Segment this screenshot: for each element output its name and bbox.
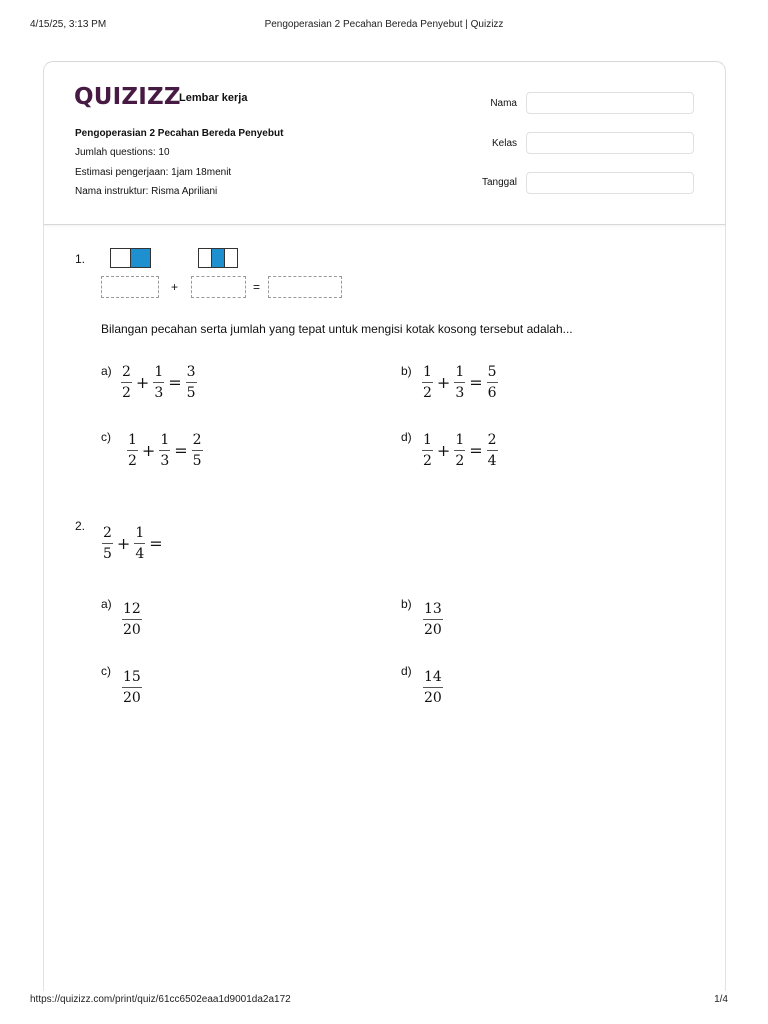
- bar-cell-filled: [131, 249, 150, 267]
- equals-sign: =: [253, 280, 261, 294]
- fraction-bar-halves: [110, 248, 151, 268]
- option-c-expression[interactable]: $\frac{1}{2}$ + $\frac{1}{3}$ = $\frac{2}{5}$: [128, 432, 202, 469]
- bar-cell: [199, 249, 212, 267]
- q2-option-a-value[interactable]: $\frac{12}{20}$: [123, 601, 141, 638]
- option-d-expression[interactable]: $\frac{1}{2}$ + $\frac{1}{2}$ = $\frac{2}{4}$: [423, 432, 497, 469]
- print-header: [30, 19, 738, 33]
- q2-option-c-value[interactable]: $\frac{15}{20}$: [123, 669, 141, 706]
- question-1-number: 1.: [75, 252, 86, 266]
- option-a-label: a): [101, 364, 112, 378]
- bar-cell: [111, 249, 131, 267]
- worksheet-label: Lembar kerja: [179, 92, 248, 104]
- bar-cell-filled: [212, 249, 225, 267]
- q2-option-b-value[interactable]: $\frac{13}{20}$: [424, 601, 442, 638]
- answer-blank-box: [101, 276, 159, 298]
- quizizz-logo: QUIZIZZ: [74, 84, 181, 110]
- print-footer: [30, 994, 738, 1008]
- option-a-expression[interactable]: $\frac{2}{2}$ + $\frac{1}{3}$ = $\frac{3}{5}$: [122, 364, 196, 401]
- print-url: https://quizizz.com/print/quiz/61cc6502eaa1d9001da2a172: [30, 994, 291, 1005]
- class-field-label: Kelas: [491, 138, 517, 149]
- name-field[interactable]: [526, 92, 694, 114]
- option-b-expression[interactable]: $\frac{1}{2}$ + $\frac{1}{3}$ = $\frac{5}{6}$: [423, 364, 497, 401]
- worksheet-header: [44, 62, 725, 225]
- q2-option-b-label: b): [401, 597, 412, 611]
- option-b-label: b): [401, 364, 412, 378]
- q2-option-d-label: d): [401, 664, 412, 678]
- fraction-bar-thirds: [198, 248, 238, 268]
- name-field-label: Nama: [490, 98, 517, 109]
- date-field[interactable]: [526, 172, 694, 194]
- question-1-text: Bilangan pecahan serta jumlah yang tepat untuk mengisi kotak kosong tersebut adalah...: [101, 322, 573, 336]
- questions-count: Jumlah questions: 10: [75, 147, 170, 158]
- answer-blank-box: [268, 276, 342, 298]
- class-field[interactable]: [526, 132, 694, 154]
- print-page-title: Pengoperasian 2 Pecahan Bereda Penyebut | Quizizz: [264, 19, 504, 30]
- question-2-number: 2.: [75, 519, 86, 533]
- option-c-label: c): [101, 430, 111, 444]
- plus-sign: +: [171, 280, 179, 294]
- date-field-label: Tanggal: [481, 177, 517, 188]
- option-d-label: d): [401, 430, 412, 444]
- quiz-title: Pengoperasian 2 Pecahan Bereda Penyebut: [75, 128, 284, 139]
- q2-option-a-label: a): [101, 597, 112, 611]
- question-2-expression: $\frac{2}{5}$ + $\frac{1}{4}$ =: [103, 525, 163, 562]
- estimated-time: Estimasi pengerjaan: 1jam 18menit: [75, 167, 232, 178]
- instructor-name: Nama instruktur: Risma Apriliani: [75, 186, 218, 197]
- answer-blank-box: [191, 276, 246, 298]
- bar-cell: [225, 249, 237, 267]
- q2-option-c-label: c): [101, 664, 111, 678]
- worksheet-sheet: [43, 61, 726, 991]
- q2-option-d-value[interactable]: $\frac{14}{20}$: [424, 669, 442, 706]
- print-datetime: 4/15/25, 3:13 PM: [30, 19, 107, 30]
- print-page-number: 1/4: [714, 994, 728, 1005]
